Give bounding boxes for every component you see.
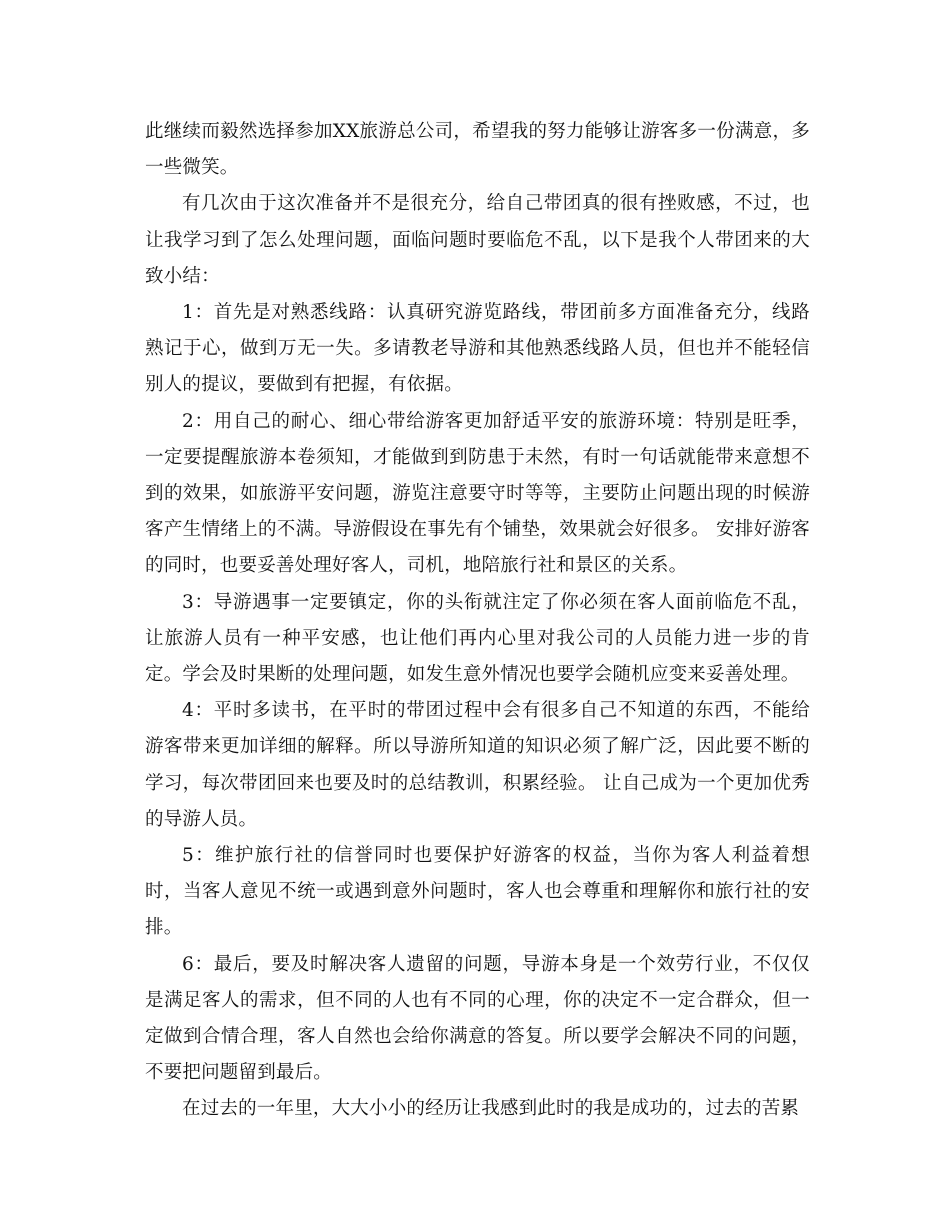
paragraph-point-4: 4：平时多读书，在平时的带团过程中会有很多自己不知道的东西，不能给游客带来更加详细的解释。所以导游所知道的知识必须了解广泛，因此要不断的学习，每次带团回来也要及时的总结教训，积累经验。 让自己成为一个更加优秀的导游人员。 — [145, 700, 810, 830]
paragraph-point-5: 5：维护旅行社的信誉同时也要保护好游客的权益，当你为客人利益着想时，当客人意见不统一或遇到意外问题时，客人也会尊重和理解你和旅行社的安排。 — [145, 845, 810, 939]
paragraph-continuation: 此继续而毅然选择参加XX旅游总公司，希望我的努力能够让游客多一份满意，多一些微笑。 — [145, 121, 810, 179]
document-body — [145, 114, 810, 1128]
paragraph-closing: 在过去的一年里，大大小小的经历让我感到此时的我是成功的，过去的苦累 — [182, 1098, 800, 1120]
paragraph-point-3: 3：导游遇事一定要镇定，你的头衔就注定了你必须在客人面前临危不乱，让旅游人员有一种平安感，也让他们再内心里对我公司的人员能力进一步的肯定。学会及时果断的处理问题，如发生意外情况也要学会随机应变来妥善处理。 — [145, 591, 810, 686]
paragraph-point-6: 6：最后，要及时解决客人遗留的问题，导游本身是一个效劳行业，不仅仅是满足客人的需求，但不同的人也有不同的心理，你的决定不一定合群众，但一定做到合情合理，客人自然也会给你满意的答复。所以要学会解决不同的问题，不要把问题留到最后。 — [145, 953, 810, 1084]
paragraph-point-2: 2：用自己的耐心、细心带给游客更加舒适平安的旅游环境：特别是旺季，一定要提醒旅游本卷须知，才能做到到防患于未然，有时一句话就能带来意想不到的效果，如旅游平安问题，游览注意要守时等等，主要防止问题出现的时候游客产生情绪上的不满。导游假设在事先有个铺垫，效果就会好很多。 安排好游客的同时，也要妥善处理好客人，司机，地陪旅行社和景区的关系。 — [145, 410, 810, 577]
paragraph-intro: 有几次由于这次准备并不是很充分，给自己带团真的很有挫败感，不过，也让我学习到了怎么处理问题，面临问题时要临危不乱，以下是我个人带团来的大致小结： — [145, 193, 810, 287]
paragraph-point-1: 1：首先是对熟悉线路：认真研究游览路线，带团前多方面准备充分，线路熟记于心，做到万无一失。多请教老导游和其他熟悉线路人员，但也并不能轻信别人的提议，要做到有把握，有依据。 — [145, 302, 810, 396]
